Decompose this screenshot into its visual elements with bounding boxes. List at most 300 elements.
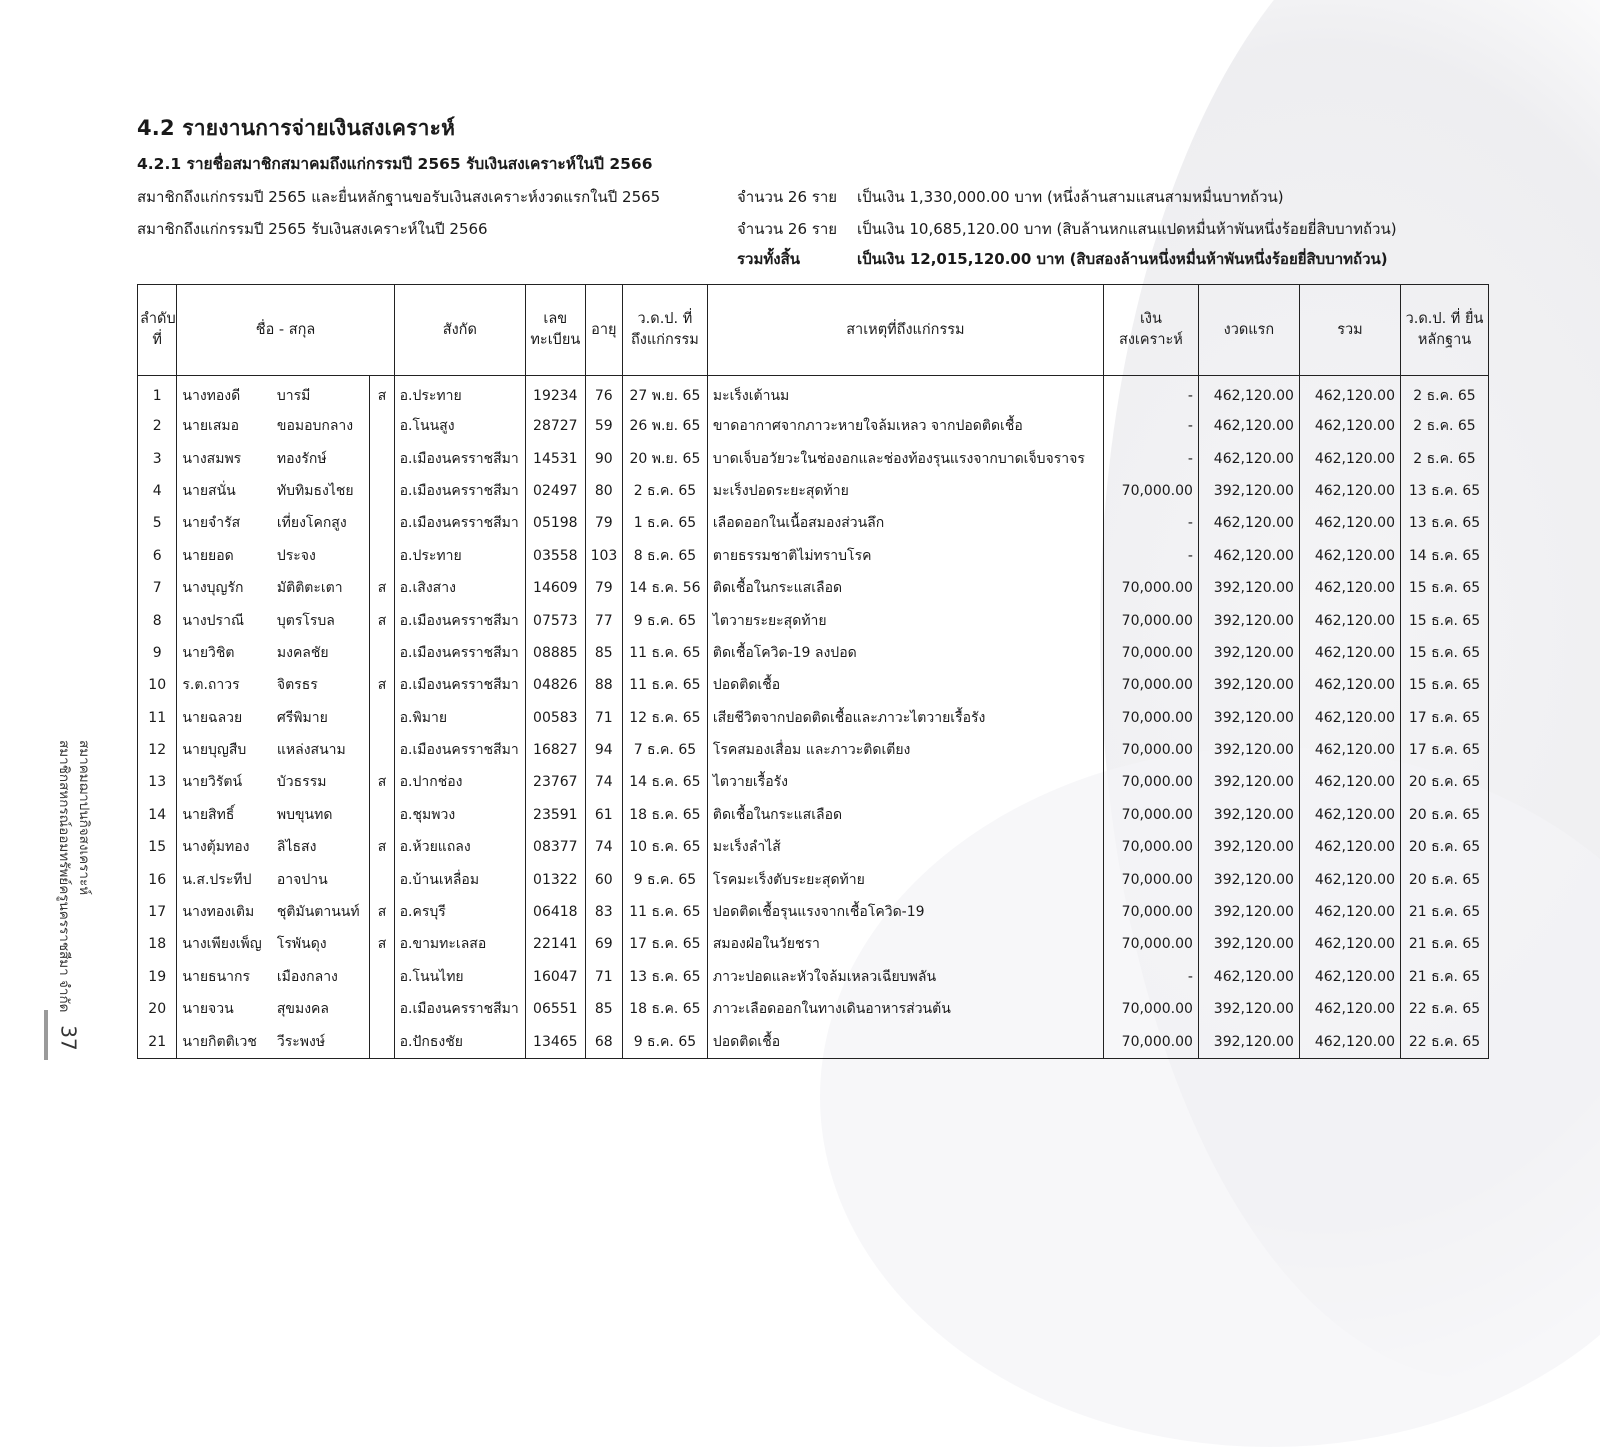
death-date: 11 ธ.ค. 65 — [622, 896, 707, 928]
total-amount: 462,120.00 — [1299, 766, 1400, 798]
age: 69 — [585, 928, 622, 960]
death-date: 13 ธ.ค. 65 — [622, 961, 707, 993]
affiliation: อ.ประทาย — [394, 376, 525, 411]
filed-date: 22 ธ.ค. 65 — [1400, 993, 1488, 1025]
header-first-installment: งวดแรก — [1198, 285, 1299, 376]
death-date: 18 ธ.ค. 65 — [622, 799, 707, 831]
member-flag: ส — [370, 928, 394, 960]
aid-amount: - — [1103, 376, 1198, 411]
member-flag — [370, 961, 394, 993]
member-flag: ส — [370, 896, 394, 928]
last-name: เที่ยงโคกสูง — [272, 507, 370, 539]
affiliation: อ.ขามทะเลสอ — [394, 928, 525, 960]
member-flag: ส — [370, 831, 394, 863]
association-name — [54, 740, 94, 1060]
table-row — [138, 604, 1489, 636]
affiliation: อ.เมืองนครราชสีมา — [394, 993, 525, 1025]
total-amount: 462,120.00 — [1299, 410, 1400, 442]
registration-no: 16827 — [526, 734, 586, 766]
row-number: 13 — [138, 766, 177, 798]
aid-amount: 70,000.00 — [1103, 993, 1198, 1025]
first-installment: 392,120.00 — [1198, 475, 1299, 507]
registration-no: 08377 — [526, 831, 586, 863]
last-name: โรพันดุง — [272, 928, 370, 960]
row-number: 21 — [138, 1025, 177, 1058]
total-amount: 462,120.00 — [1299, 669, 1400, 701]
first-name: นายเสมอ — [177, 410, 272, 442]
last-name: ขอมอบกลาง — [272, 410, 370, 442]
age: 94 — [585, 734, 622, 766]
first-name: นายวิรัตน์ — [177, 766, 272, 798]
member-flag — [370, 475, 394, 507]
death-date: 9 ธ.ค. 65 — [622, 1025, 707, 1058]
cause: เลือดออกในเนื้อสมองส่วนลึก — [707, 507, 1103, 539]
age: 74 — [585, 766, 622, 798]
last-name: พบขุนทด — [272, 799, 370, 831]
last-name: แหล่งสนาม — [272, 734, 370, 766]
filed-date: 21 ธ.ค. 65 — [1400, 896, 1488, 928]
member-flag: ส — [370, 766, 394, 798]
cause: ไตวายระยะสุดท้าย — [707, 604, 1103, 636]
first-installment: 462,120.00 — [1198, 410, 1299, 442]
filed-date: 13 ธ.ค. 65 — [1400, 475, 1488, 507]
total-amount: 462,120.00 — [1299, 799, 1400, 831]
first-installment: 462,120.00 — [1198, 376, 1299, 411]
registration-no: 04826 — [526, 669, 586, 701]
registration-no: 16047 — [526, 961, 586, 993]
table-row — [138, 896, 1489, 928]
row-number: 1 — [138, 376, 177, 411]
member-flag — [370, 993, 394, 1025]
first-name: น.ส.ประทีป — [177, 863, 272, 895]
death-date: 26 พ.ย. 65 — [622, 410, 707, 442]
first-installment: 392,120.00 — [1198, 831, 1299, 863]
total-amount: 462,120.00 — [1299, 928, 1400, 960]
affiliation: อ.พิมาย — [394, 702, 525, 734]
last-name: ทองรักษ์ — [272, 442, 370, 474]
aid-amount: 70,000.00 — [1103, 863, 1198, 895]
aid-amount: 70,000.00 — [1103, 896, 1198, 928]
age: 77 — [585, 604, 622, 636]
total-amount: 462,120.00 — [1299, 702, 1400, 734]
total-amount: 462,120.00 — [1299, 961, 1400, 993]
header-affiliation: สังกัด — [394, 285, 525, 376]
first-installment: 392,120.00 — [1198, 604, 1299, 636]
total-amount: 462,120.00 — [1299, 993, 1400, 1025]
registration-no: 02497 — [526, 475, 586, 507]
row-number: 10 — [138, 669, 177, 701]
member-flag — [370, 410, 394, 442]
total-amount: 462,120.00 — [1299, 863, 1400, 895]
filed-date: 20 ธ.ค. 65 — [1400, 863, 1488, 895]
first-installment: 392,120.00 — [1198, 928, 1299, 960]
cause: ติดเชื้อในกระแสเลือด — [707, 799, 1103, 831]
table-row — [138, 702, 1489, 734]
table-row — [138, 734, 1489, 766]
report-header — [137, 112, 1492, 276]
table-row — [138, 572, 1489, 604]
last-name: ลิไธสง — [272, 831, 370, 863]
row-number: 7 — [138, 572, 177, 604]
filed-date: 21 ธ.ค. 65 — [1400, 961, 1488, 993]
total-amount: 462,120.00 — [1299, 475, 1400, 507]
total-amount: 462,120.00 — [1299, 604, 1400, 636]
registration-no: 14609 — [526, 572, 586, 604]
member-flag — [370, 863, 394, 895]
cause: มะเร็งเต้านม — [707, 376, 1103, 411]
total-amount: 462,120.00 — [1299, 442, 1400, 474]
last-name: เมืองกลาง — [272, 961, 370, 993]
row-number: 16 — [138, 863, 177, 895]
last-name: ศรีพิมาย — [272, 702, 370, 734]
age: 68 — [585, 1025, 622, 1058]
member-flag — [370, 1025, 394, 1058]
affiliation: อ.ประทาย — [394, 540, 525, 572]
aid-amount: 70,000.00 — [1103, 572, 1198, 604]
row-number: 3 — [138, 442, 177, 474]
total-amount: 462,120.00 — [1299, 572, 1400, 604]
total-amount: 462,120.00 — [1299, 540, 1400, 572]
summary-desc: สมาชิกถึงแก่กรรมปี 2565 รับเงินสงเคราะห์ในปี 2566 — [137, 220, 488, 238]
first-installment: 392,120.00 — [1198, 799, 1299, 831]
table-row — [138, 928, 1489, 960]
death-date: 27 พ.ย. 65 — [622, 376, 707, 411]
first-installment: 392,120.00 — [1198, 766, 1299, 798]
death-date: 1 ธ.ค. 65 — [622, 507, 707, 539]
member-flag — [370, 637, 394, 669]
first-name: นางปราณี — [177, 604, 272, 636]
filed-date: 15 ธ.ค. 65 — [1400, 572, 1488, 604]
first-name: นางทองดี — [177, 376, 272, 411]
cause: ปอดติดเชื้อ — [707, 1025, 1103, 1058]
table-row — [138, 799, 1489, 831]
last-name: จิตรธร — [272, 669, 370, 701]
first-installment: 392,120.00 — [1198, 1025, 1299, 1058]
registration-no: 13465 — [526, 1025, 586, 1058]
header-age: อายุ — [585, 285, 622, 376]
filed-date: 2 ธ.ค. 65 — [1400, 376, 1488, 411]
cause: มะเร็งปอดระยะสุดท้าย — [707, 475, 1103, 507]
age: 80 — [585, 475, 622, 507]
summary-desc: สมาชิกถึงแก่กรรมปี 2565 และยื่นหลักฐานขอรับเงินสงเคราะห์งวดแรกในปี 2565 — [137, 188, 661, 206]
first-name: นายกิตติเวช — [177, 1025, 272, 1058]
row-number: 4 — [138, 475, 177, 507]
row-number: 5 — [138, 507, 177, 539]
summary-amount: เป็นเงิน 1,330,000.00 บาท (หนึ่งล้านสามแสนสามหมื่นบาทถ้วน) — [857, 188, 1284, 206]
aid-amount: - — [1103, 507, 1198, 539]
header-registration: เลข ทะเบียน — [526, 285, 586, 376]
death-date: 2 ธ.ค. 65 — [622, 475, 707, 507]
age: 85 — [585, 993, 622, 1025]
age: 60 — [585, 863, 622, 895]
first-name: นางตุ้มทอง — [177, 831, 272, 863]
table-row — [138, 993, 1489, 1025]
aid-amount: 70,000.00 — [1103, 799, 1198, 831]
cause: บาดเจ็บอวัยวะในช่องอกและช่องท้องรุนแรงจากบาดเจ็บจราจร — [707, 442, 1103, 474]
registration-no: 23591 — [526, 799, 586, 831]
first-name: นายจวน — [177, 993, 272, 1025]
first-name: นายธนากร — [177, 961, 272, 993]
death-date: 7 ธ.ค. 65 — [622, 734, 707, 766]
registration-no: 06418 — [526, 896, 586, 928]
cause: ตายธรรมชาติไม่ทราบโรค — [707, 540, 1103, 572]
aid-amount: 70,000.00 — [1103, 702, 1198, 734]
row-number: 12 — [138, 734, 177, 766]
member-flag — [370, 507, 394, 539]
first-installment: 392,120.00 — [1198, 993, 1299, 1025]
death-date: 11 ธ.ค. 65 — [622, 669, 707, 701]
affiliation: อ.โนนไทย — [394, 961, 525, 993]
death-date: 12 ธ.ค. 65 — [622, 702, 707, 734]
summary-total-label: รวมทั้งสิ้น — [737, 250, 800, 268]
cause: ติดเชื้อโควิด-19 ลงปอด — [707, 637, 1103, 669]
aid-amount: 70,000.00 — [1103, 637, 1198, 669]
affiliation: อ.เมืองนครราชสีมา — [394, 442, 525, 474]
filed-date: 20 ธ.ค. 65 — [1400, 766, 1488, 798]
page-marker-bar — [44, 1010, 48, 1060]
first-installment: 462,120.00 — [1198, 540, 1299, 572]
death-date: 9 ธ.ค. 65 — [622, 863, 707, 895]
aid-amount: - — [1103, 442, 1198, 474]
aid-amount: 70,000.00 — [1103, 1025, 1198, 1058]
member-flag — [370, 702, 394, 734]
aid-amount: - — [1103, 961, 1198, 993]
first-name: ร.ต.ถาวร — [177, 669, 272, 701]
header-total: รวม — [1299, 285, 1400, 376]
filed-date: 2 ธ.ค. 65 — [1400, 410, 1488, 442]
table-row — [138, 507, 1489, 539]
affiliation: อ.ปากช่อง — [394, 766, 525, 798]
member-flag: ส — [370, 572, 394, 604]
total-amount: 462,120.00 — [1299, 376, 1400, 411]
first-name: นายสนั่น — [177, 475, 272, 507]
section-subtitle: 4.2.1 รายชื่อสมาชิกสมาคมถึงแก่กรรมปี 2565 รับเงินสงเคราะห์ในปี 2566 — [137, 155, 653, 173]
row-number: 11 — [138, 702, 177, 734]
table-row — [138, 637, 1489, 669]
cause: โรคมะเร็งตับระยะสุดท้าย — [707, 863, 1103, 895]
filed-date: 20 ธ.ค. 65 — [1400, 831, 1488, 863]
row-number: 18 — [138, 928, 177, 960]
aid-payment-table — [137, 284, 1489, 1059]
age: 79 — [585, 507, 622, 539]
first-name: นางทองเติม — [177, 896, 272, 928]
affiliation: อ.ครบุรี — [394, 896, 525, 928]
row-number: 2 — [138, 410, 177, 442]
filed-date: 15 ธ.ค. 65 — [1400, 669, 1488, 701]
registration-no: 06551 — [526, 993, 586, 1025]
death-date: 11 ธ.ค. 65 — [622, 637, 707, 669]
aid-amount: 70,000.00 — [1103, 669, 1198, 701]
aid-amount: 70,000.00 — [1103, 928, 1198, 960]
aid-amount: 70,000.00 — [1103, 766, 1198, 798]
cause: ขาดอากาศจากภาวะหายใจล้มเหลว จากปอดติดเชื้อ — [707, 410, 1103, 442]
filed-date: 20 ธ.ค. 65 — [1400, 799, 1488, 831]
death-date: 17 ธ.ค. 65 — [622, 928, 707, 960]
cause: เสียชีวิตจากปอดติดเชื้อและภาวะไตวายเรื้อรัง — [707, 702, 1103, 734]
affiliation: อ.ชุมพวง — [394, 799, 525, 831]
registration-no: 05198 — [526, 507, 586, 539]
cause: ปอดติดเชื้อรุนแรงจากเชื้อโควิด-19 — [707, 896, 1103, 928]
registration-no: 14531 — [526, 442, 586, 474]
death-date: 9 ธ.ค. 65 — [622, 604, 707, 636]
age: 61 — [585, 799, 622, 831]
death-date: 10 ธ.ค. 65 — [622, 831, 707, 863]
total-amount: 462,120.00 — [1299, 896, 1400, 928]
table-header-row — [138, 285, 1489, 376]
summary-total-amount: เป็นเงิน 12,015,120.00 บาท (สิบสองล้านหนึ่งหมื่นห้าพันหนึ่งร้อยยี่สิบบาทถ้วน) — [857, 250, 1388, 268]
first-installment: 392,120.00 — [1198, 702, 1299, 734]
row-number: 19 — [138, 961, 177, 993]
age: 71 — [585, 961, 622, 993]
last-name: ประจง — [272, 540, 370, 572]
age: 85 — [585, 637, 622, 669]
summary-block — [137, 184, 1492, 276]
registration-no: 03558 — [526, 540, 586, 572]
row-number: 14 — [138, 799, 177, 831]
aid-amount: 70,000.00 — [1103, 831, 1198, 863]
table-row — [138, 669, 1489, 701]
age: 74 — [585, 831, 622, 863]
filed-date: 21 ธ.ค. 65 — [1400, 928, 1488, 960]
last-name: ทับทิมธงไชย — [272, 475, 370, 507]
table-row — [138, 410, 1489, 442]
cause: ภาวะปอดและหัวใจล้มเหลวเฉียบพลัน — [707, 961, 1103, 993]
registration-no: 19234 — [526, 376, 586, 411]
death-date: 18 ธ.ค. 65 — [622, 993, 707, 1025]
association-line2: สมาชิกสหกรณ์ออมทรัพย์ครูนครราชสีมา จำกัด — [56, 740, 72, 1013]
table-row — [138, 863, 1489, 895]
aid-amount: - — [1103, 540, 1198, 572]
table-row — [138, 831, 1489, 863]
first-installment: 392,120.00 — [1198, 572, 1299, 604]
first-installment: 392,120.00 — [1198, 669, 1299, 701]
age: 90 — [585, 442, 622, 474]
age: 76 — [585, 376, 622, 411]
first-name: นางเพียงเพ็ญ — [177, 928, 272, 960]
affiliation: อ.บ้านเหลื่อม — [394, 863, 525, 895]
table-row — [138, 1025, 1489, 1058]
last-name: บารมี — [272, 376, 370, 411]
total-amount: 462,120.00 — [1299, 1025, 1400, 1058]
table-row — [138, 766, 1489, 798]
registration-no: 22141 — [526, 928, 586, 960]
cause: โรคสมองเสื่อม และภาวะติดเตียง — [707, 734, 1103, 766]
first-name: นายวิชิต — [177, 637, 272, 669]
last-name: อาจปาน — [272, 863, 370, 895]
header-filed-date: ว.ด.ป. ที่ ยื่นหลักฐาน — [1400, 285, 1488, 376]
death-date: 20 พ.ย. 65 — [622, 442, 707, 474]
header-death-date: ว.ด.ป. ที่ ถึงแก่กรรม — [622, 285, 707, 376]
first-installment: 392,120.00 — [1198, 863, 1299, 895]
table-row — [138, 961, 1489, 993]
last-name: ชุติมันตานนท์ — [272, 896, 370, 928]
row-number: 8 — [138, 604, 177, 636]
last-name: มัติติตะเตา — [272, 572, 370, 604]
member-flag: ส — [370, 376, 394, 411]
cause: มะเร็งลำไส้ — [707, 831, 1103, 863]
total-amount: 462,120.00 — [1299, 637, 1400, 669]
filed-date: 2 ธ.ค. 65 — [1400, 442, 1488, 474]
cause: ไตวายเรื้อรัง — [707, 766, 1103, 798]
summary-count: จำนวน 26 ราย — [737, 220, 838, 238]
association-line1: สมาคมฌาปนกิจสงเคราะห์ — [76, 740, 92, 896]
total-amount: 462,120.00 — [1299, 831, 1400, 863]
last-name: สุขมงคล — [272, 993, 370, 1025]
registration-no: 00583 — [526, 702, 586, 734]
age: 83 — [585, 896, 622, 928]
aid-amount: 70,000.00 — [1103, 475, 1198, 507]
last-name: บัวธรรม — [272, 766, 370, 798]
header-cause: สาเหตุที่ถึงแก่กรรม — [707, 285, 1103, 376]
filed-date: 17 ธ.ค. 65 — [1400, 702, 1488, 734]
aid-amount: 70,000.00 — [1103, 604, 1198, 636]
registration-no: 01322 — [526, 863, 586, 895]
header-no: ลำดับ ที่ — [138, 285, 177, 376]
table-row — [138, 540, 1489, 572]
cause: สมองฝ่อในวัยชรา — [707, 928, 1103, 960]
first-installment: 462,120.00 — [1198, 507, 1299, 539]
row-number: 9 — [138, 637, 177, 669]
cause: ติดเชื้อในกระแสเลือด — [707, 572, 1103, 604]
member-flag: ส — [370, 669, 394, 701]
affiliation: อ.ห้วยแถลง — [394, 831, 525, 863]
first-name: นางบุญรัก — [177, 572, 272, 604]
registration-no: 23767 — [526, 766, 586, 798]
first-name: นายยอด — [177, 540, 272, 572]
header-aid: เงิน สงเคราะห์ — [1103, 285, 1198, 376]
age: 59 — [585, 410, 622, 442]
death-date: 8 ธ.ค. 65 — [622, 540, 707, 572]
first-installment: 462,120.00 — [1198, 442, 1299, 474]
table-row — [138, 376, 1489, 411]
affiliation: อ.ปักธงชัย — [394, 1025, 525, 1058]
row-number: 20 — [138, 993, 177, 1025]
affiliation: อ.โนนสูง — [394, 410, 525, 442]
total-amount: 462,120.00 — [1299, 734, 1400, 766]
first-name: นายสิทธิ์ — [177, 799, 272, 831]
summary-count: จำนวน 26 ราย — [737, 188, 838, 206]
member-flag — [370, 442, 394, 474]
last-name: มงคลชัย — [272, 637, 370, 669]
affiliation: อ.เมืองนครราชสีมา — [394, 637, 525, 669]
age: 79 — [585, 572, 622, 604]
filed-date: 17 ธ.ค. 65 — [1400, 734, 1488, 766]
first-name: นางสมพร — [177, 442, 272, 474]
page-number: 37 — [56, 1025, 81, 1051]
aid-amount: 70,000.00 — [1103, 734, 1198, 766]
side-footer — [44, 730, 94, 1060]
table-row — [138, 442, 1489, 474]
age: 103 — [585, 540, 622, 572]
filed-date: 14 ธ.ค. 65 — [1400, 540, 1488, 572]
death-date: 14 ธ.ค. 56 — [622, 572, 707, 604]
aid-amount: - — [1103, 410, 1198, 442]
member-flag — [370, 799, 394, 831]
age: 88 — [585, 669, 622, 701]
first-name: นายฉลวย — [177, 702, 272, 734]
first-installment: 392,120.00 — [1198, 734, 1299, 766]
registration-no: 08885 — [526, 637, 586, 669]
affiliation: อ.เสิงสาง — [394, 572, 525, 604]
first-installment: 392,120.00 — [1198, 637, 1299, 669]
age: 71 — [585, 702, 622, 734]
cause: ปอดติดเชื้อ — [707, 669, 1103, 701]
member-flag: ส — [370, 604, 394, 636]
first-name: นายจำรัส — [177, 507, 272, 539]
affiliation: อ.เมืองนครราชสีมา — [394, 604, 525, 636]
member-flag — [370, 540, 394, 572]
first-name: นายบุญสืบ — [177, 734, 272, 766]
